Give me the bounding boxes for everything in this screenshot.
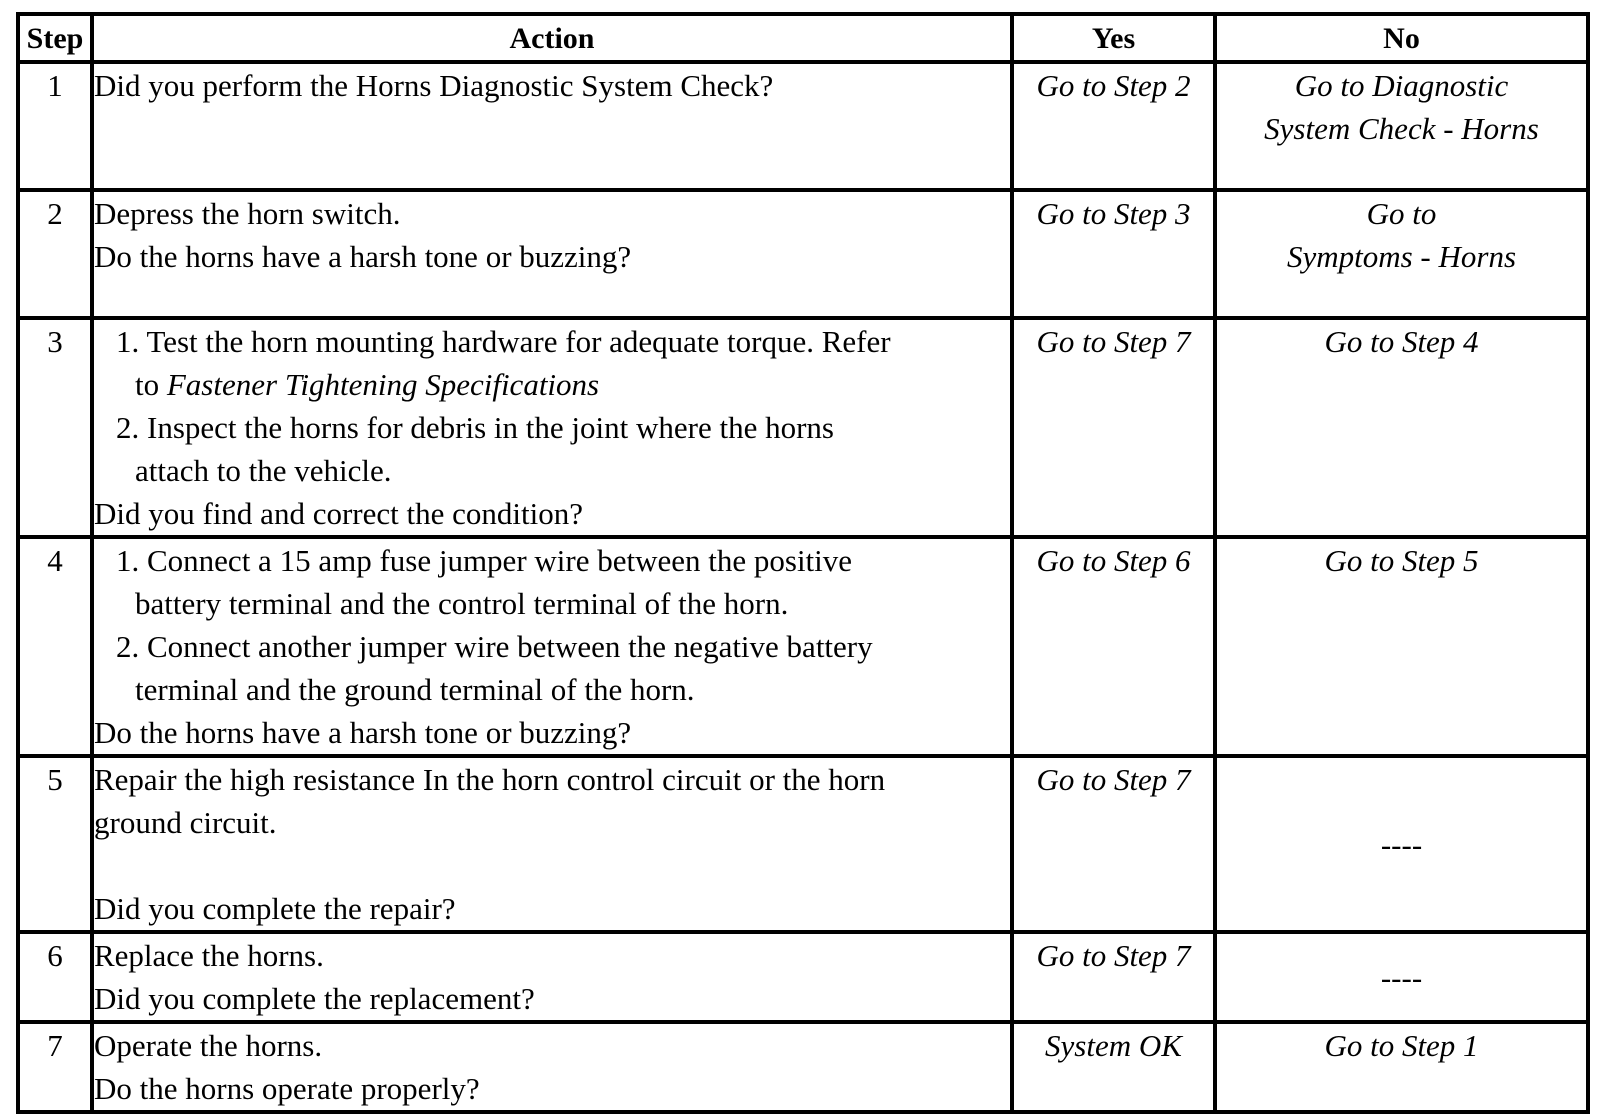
action-question: Did you complete the replacement?: [94, 981, 535, 1016]
yes-cell: System OK: [1012, 1022, 1215, 1112]
step-number: 7: [18, 1022, 92, 1112]
list-item-text: 1. Test the horn mounting hardware for adequate torque. Refer: [116, 324, 891, 359]
table-row: [18, 190, 1588, 318]
list-item-text: 2. Connect another jumper wire between the negative battery: [116, 629, 873, 664]
step-number: 2: [18, 190, 92, 318]
step-number: 1: [18, 62, 92, 190]
action-steps-list: [94, 539, 1010, 711]
diagnostic-table: [16, 12, 1590, 1114]
header-action: Action: [92, 14, 1012, 62]
action-cell: [92, 318, 1012, 537]
yes-cell: Go to Step 6: [1012, 537, 1215, 756]
no-cell: Go to Step 5: [1215, 537, 1588, 756]
step-number: 4: [18, 537, 92, 756]
spacer: [94, 844, 1010, 887]
action-instruction: Replace the horns.: [94, 938, 324, 973]
list-item: [116, 406, 1010, 492]
header-yes: Yes: [1012, 14, 1215, 62]
action-instruction: ground circuit.: [94, 805, 277, 840]
action-cell: [92, 537, 1012, 756]
no-line: Go to: [1366, 196, 1437, 231]
action-question: Did you complete the repair?: [94, 891, 456, 926]
table-row: [18, 932, 1588, 1022]
table-row: [18, 1022, 1588, 1112]
list-item-continuation: terminal and the ground terminal of the horn.: [135, 672, 695, 707]
no-cell: [1215, 190, 1588, 318]
header-step: Step: [18, 14, 92, 62]
step-number: 3: [18, 318, 92, 537]
action-instruction: Operate the horns.: [94, 1028, 323, 1063]
yes-cell: Go to Step 7: [1012, 756, 1215, 932]
action-steps-list: [94, 320, 1010, 492]
reference-title: Fastener Tightening Specifications: [166, 367, 600, 402]
action-question: Did you perform the Horns Diagnostic System Check?: [94, 68, 774, 103]
list-item: [116, 539, 1010, 625]
list-item-continuation: battery terminal and the control terminal of the horn.: [135, 586, 789, 621]
yes-cell: Go to Step 7: [1012, 932, 1215, 1022]
no-line: Go to Diagnostic: [1294, 68, 1509, 103]
no-line: Symptoms - Horns: [1286, 239, 1517, 274]
action-instruction: Repair the high resistance In the horn control circuit or the horn: [94, 762, 886, 797]
action-cell: [92, 190, 1012, 318]
step-number: 6: [18, 932, 92, 1022]
yes-cell: Go to Step 3: [1012, 190, 1215, 318]
no-cell: ----: [1215, 756, 1588, 932]
action-cell: [92, 756, 1012, 932]
step-number: 5: [18, 756, 92, 932]
header-row: [18, 14, 1588, 62]
list-item-prefix: to: [135, 367, 167, 402]
table-row: [18, 537, 1588, 756]
yes-cell: Go to Step 2: [1012, 62, 1215, 190]
no-cell: Go to Step 1: [1215, 1022, 1588, 1112]
action-cell: [92, 62, 1012, 190]
action-question: Do the horns have a harsh tone or buzzing?: [94, 715, 632, 750]
action-cell: [92, 1022, 1012, 1112]
action-instruction: Depress the horn switch.: [94, 196, 401, 231]
header-no: No: [1215, 14, 1588, 62]
yes-cell: Go to Step 7: [1012, 318, 1215, 537]
list-item-text: 1. Connect a 15 amp fuse jumper wire between the positive: [116, 543, 853, 578]
table-row: [18, 756, 1588, 932]
no-line: System Check - Horns: [1264, 111, 1539, 146]
list-item-text: 2. Inspect the horns for debris in the joint where the horns: [116, 410, 834, 445]
list-item: [116, 320, 1010, 406]
action-question: Do the horns have a harsh tone or buzzing?: [94, 239, 632, 274]
list-item-continuation: [116, 363, 1010, 406]
no-cell: [1215, 62, 1588, 190]
no-cell: Go to Step 4: [1215, 318, 1588, 537]
action-question: Did you find and correct the condition?: [94, 496, 583, 531]
action-question: Do the horns operate properly?: [94, 1071, 480, 1106]
action-cell: [92, 932, 1012, 1022]
list-item: [116, 625, 1010, 711]
list-item-continuation: attach to the vehicle.: [135, 453, 392, 488]
table-row: [18, 318, 1588, 537]
no-cell: ----: [1215, 932, 1588, 1022]
table-row: [18, 62, 1588, 190]
